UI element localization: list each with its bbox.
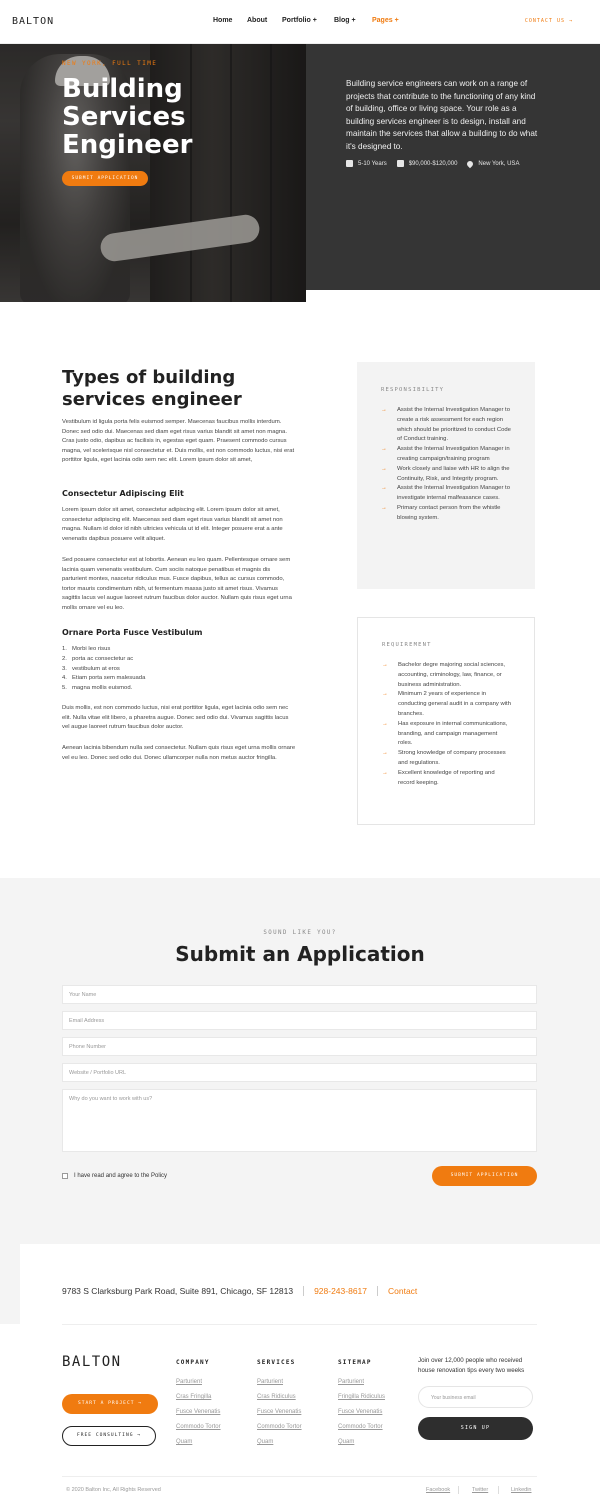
footer-company-column	[176, 1359, 221, 1450]
email-field[interactable]: Email Address	[62, 1011, 537, 1030]
address-text: 9783 S Clarksburg Park Road, Suite 891, Chicago, SF 12813	[62, 1286, 294, 1296]
arrow-right-icon: →	[381, 485, 387, 492]
content-subheading-2: Ornare Porta Fusce Vestibulum	[62, 628, 203, 637]
social-divider	[498, 1486, 499, 1494]
free-consulting-button[interactable]: FREE CONSULTING →	[62, 1426, 156, 1446]
linkedin-link[interactable]: Linkedin	[511, 1487, 532, 1493]
newsletter-text: Join over 12,000 people who received house renovation tips every two weeks	[418, 1357, 525, 1374]
footer-link[interactable]: Parturient	[176, 1379, 203, 1385]
site-logo[interactable]: BALTON	[12, 16, 55, 27]
contact-link[interactable]: Contact	[388, 1286, 418, 1296]
list-item: 2. porta ac consectetur ac	[62, 655, 134, 662]
nav-pages[interactable]: Pages +	[372, 17, 399, 24]
site-header	[0, 0, 600, 44]
message-textarea[interactable]: Why do you want to work with us?	[62, 1089, 537, 1152]
arrow-right-icon: →	[381, 465, 387, 472]
submit-application-button[interactable]: SUBMIT APPLICATION	[432, 1166, 537, 1186]
footer-bottom-divider	[62, 1476, 537, 1477]
footer-link[interactable]: Parturient	[257, 1379, 284, 1385]
arrow-right-icon: →	[382, 750, 388, 757]
nav-home[interactable]: Home	[213, 17, 233, 24]
footer-link[interactable]: Quam	[176, 1439, 193, 1445]
content-subheading-1: Consectetur Adipiscing Elit	[62, 489, 184, 498]
list-item: → Assist the Internal Investigation Manager in creating campaign/training program	[381, 446, 510, 462]
contact-us-link[interactable]: CONTACT US →	[524, 18, 573, 24]
salary-text: $90,000-$120,000	[408, 160, 458, 167]
policy-agreement	[62, 1173, 167, 1179]
footer-link[interactable]: Fusce Venenatis	[176, 1409, 221, 1415]
footer-services-column	[257, 1359, 302, 1450]
phone-field[interactable]: Phone Number	[62, 1037, 537, 1056]
arrow-right-icon: →	[381, 446, 387, 453]
contact-strip	[20, 1244, 600, 1324]
footer-column-title: SITEMAP	[338, 1359, 372, 1366]
location-text: New York, USA	[478, 160, 520, 167]
footer-link[interactable]: Commodo Tortor	[338, 1424, 383, 1430]
application-section	[0, 878, 600, 1244]
responsibility-label: RESPONSIBILITY	[381, 387, 445, 393]
footer-logo[interactable]: BALTON	[62, 1354, 122, 1370]
footer-divider	[62, 1324, 537, 1325]
requirement-list	[382, 661, 512, 788]
requirement-label: REQUIREMENT	[382, 642, 432, 648]
nav-portfolio[interactable]: Portfolio +	[282, 17, 317, 24]
footer-column-title: COMPANY	[176, 1359, 210, 1366]
nav-about[interactable]: About	[247, 17, 268, 24]
job-description: Building service engineers can work on a range of projects that contribute to the functioning of any kind of building, office or living space. Your role as a building services engineer is to design, install and maintain the services that allow a building to do what it's designed to.	[346, 79, 538, 151]
list-item: → Strong knowledge of company processes and regulations.	[382, 750, 506, 766]
responsibility-list	[381, 406, 511, 524]
facebook-link[interactable]: Facebook	[426, 1487, 451, 1493]
arrow-right-icon: →	[381, 504, 387, 511]
list-item: → Work closely and liaise with HR to align the Continuity, Risk, and Integrity program.	[381, 465, 510, 482]
content-paragraph-5: Aenean lacinia bibendum nulla sed consectetur. Nullam quis risus eget urna mollis ornare vel eu leo. Donec sed odio dui. Donec ullamcorper nulla non metus auctor fringilla.	[62, 745, 296, 761]
responsibility-box	[357, 362, 535, 589]
list-item: 5. magna mollis euismod.	[62, 685, 133, 692]
policy-label: I have read and agree to the Policy	[74, 1173, 168, 1179]
list-item: → Primary contact person from the whistle blowing system.	[381, 504, 501, 521]
strip-accent	[0, 1244, 20, 1324]
policy-checkbox[interactable]	[62, 1173, 68, 1179]
phone-link[interactable]: 928-243-8617	[314, 1286, 367, 1296]
list-item: → Has exposure in internal communications, branding, and campaign management roles.	[382, 720, 508, 747]
briefcase-icon	[346, 160, 353, 167]
content-title: Types of building services engineer	[62, 367, 242, 410]
requirement-box	[357, 617, 535, 825]
arrow-right-icon: →	[382, 662, 388, 668]
arrow-right-icon: →	[381, 407, 387, 413]
list-item: → Minimum 2 years of experience in conducting general audit in a company with branches.	[382, 691, 511, 717]
content-paragraph-3: Sed posuere consectetur est at lobortis. Aenean eu leo quam. Pellentesque ornare sem lacinia quam venenatis vestibulum. Cum sociis natoque penatibus et magnis dis parturient montes, nascetur ridiculus mus. Fusce dapibus, tellus ac cursus commodo, tortor mauris condimentum nibh, ut fermentum massa justo sit amet risus. Vivamus sagittis lacus vel augue laoreet rutrum faucibus dolor auctor. Nullam quis risus eget urna mollis ornare vel eu leo.	[62, 557, 292, 611]
list-item: → Assist the Internal Investigation Manager to create a risk assessment for each region which should be prioritized to conduct Code of Conduct training.	[381, 407, 511, 443]
footer-link[interactable]: Fusce Venenatis	[338, 1409, 383, 1415]
website-field[interactable]: Website / Portfolio URL	[62, 1063, 537, 1082]
job-title: Building Services Engineer	[62, 74, 193, 160]
name-field[interactable]: Your Name	[62, 985, 537, 1004]
arrow-right-icon: →	[382, 720, 388, 727]
footer-link[interactable]: Cras Ridiculus	[257, 1394, 296, 1400]
content-paragraph-1: Vestibulum id ligula porta felis euismod semper. Maecenas faucibus mollis interdum. Donec sed odio dui. Maecenas sed diam eget risus varius blandit sit amet non magna. Cras justo odio, dapibus ac facilisis in, egestas eget quam. Praesent commodo cursus magna, vel scelerisque nisl consectetur et. Duis mollis, est non commodo luctus, nisi erat porttitor ligula, eget lacinia odio sem nec elit. Lorem ipsum dolor sit amet,	[62, 419, 295, 464]
footer-column-title: SERVICES	[257, 1359, 296, 1366]
ordered-list	[62, 645, 145, 694]
nav-blog[interactable]: Blog +	[334, 17, 356, 24]
location-pin-icon	[466, 159, 474, 167]
newsletter-email-input[interactable]: Your business email	[418, 1386, 533, 1408]
list-item: → Assist the Internal Investigation Manager to investigate internal malfeasance cases.	[381, 485, 510, 502]
list-item: 3. vestibulum at eros	[62, 665, 120, 672]
footer-link[interactable]: Cras Fringilla	[176, 1394, 212, 1400]
contact-info	[62, 1286, 417, 1296]
footer-sitemap-column	[338, 1359, 385, 1450]
social-divider	[458, 1486, 459, 1494]
footer-link[interactable]: Quam	[257, 1439, 274, 1445]
copyright-text: © 2020 Balton Inc, All Rights Reserved	[66, 1487, 161, 1493]
application-title: Submit an Application	[175, 942, 425, 966]
footer-link[interactable]: Commodo Tortor	[257, 1424, 302, 1430]
list-item: 4. Etiam porta sem malesuada	[62, 675, 146, 682]
signup-button[interactable]: SIGN UP	[418, 1417, 533, 1440]
list-item: → Excellent knowledge of reporting and record keeping.	[382, 769, 495, 786]
application-kicker: SOUND LIKE YOU?	[263, 930, 337, 936]
content-paragraph-2: Lorem ipsum dolor sit amet, consectetur adipiscing elit. Lorem ipsum dolor sit amet, consectetur adipiscing elit. Maecenas sed diam eget risus varius blandit sit amet non magna. Nullam id dolor id nibh ultricies vehicula ut id elit. Integer posuere erat a ante venenatis dapibus posuere velit aliquet.	[62, 507, 283, 542]
footer-link[interactable]: Fringilla Ridiculus	[338, 1394, 386, 1400]
arrow-right-icon: →	[382, 691, 388, 698]
job-location-tag: NEW YORK, FULL TIME	[62, 60, 158, 67]
footer-link[interactable]: Commodo Tortor	[176, 1424, 221, 1430]
hero-submit-button[interactable]: SUBMIT APPLICATION	[62, 171, 148, 186]
list-item: → Bachelor degre majoring social sciences, accounting, criminology, law, finance, or business administration.	[382, 662, 506, 688]
job-meta	[346, 160, 529, 167]
footer-link[interactable]: Fusce Venenatis	[257, 1409, 302, 1415]
twitter-link[interactable]: Twitter	[472, 1487, 489, 1493]
arrow-right-icon: →	[382, 769, 388, 776]
money-icon	[397, 160, 404, 167]
footer-link[interactable]: Quam	[338, 1439, 355, 1445]
experience-text: 5-10 Years	[358, 160, 387, 167]
list-item: 1. Morbi leo risus	[62, 646, 111, 652]
content-paragraph-4: Duis mollis, est non commodo luctus, nisi erat porttitor ligula, eget lacinia odio sem nec elit. Nulla vitae elit libero, a pharetra augue. Donec sed odio dui. Vivamus sagittis lacus vel augue laoreet rutrum faucibus dolor auctor.	[62, 705, 289, 731]
start-project-button[interactable]: START A PROJECT →	[62, 1394, 158, 1414]
footer-link[interactable]: Parturient	[338, 1379, 365, 1385]
